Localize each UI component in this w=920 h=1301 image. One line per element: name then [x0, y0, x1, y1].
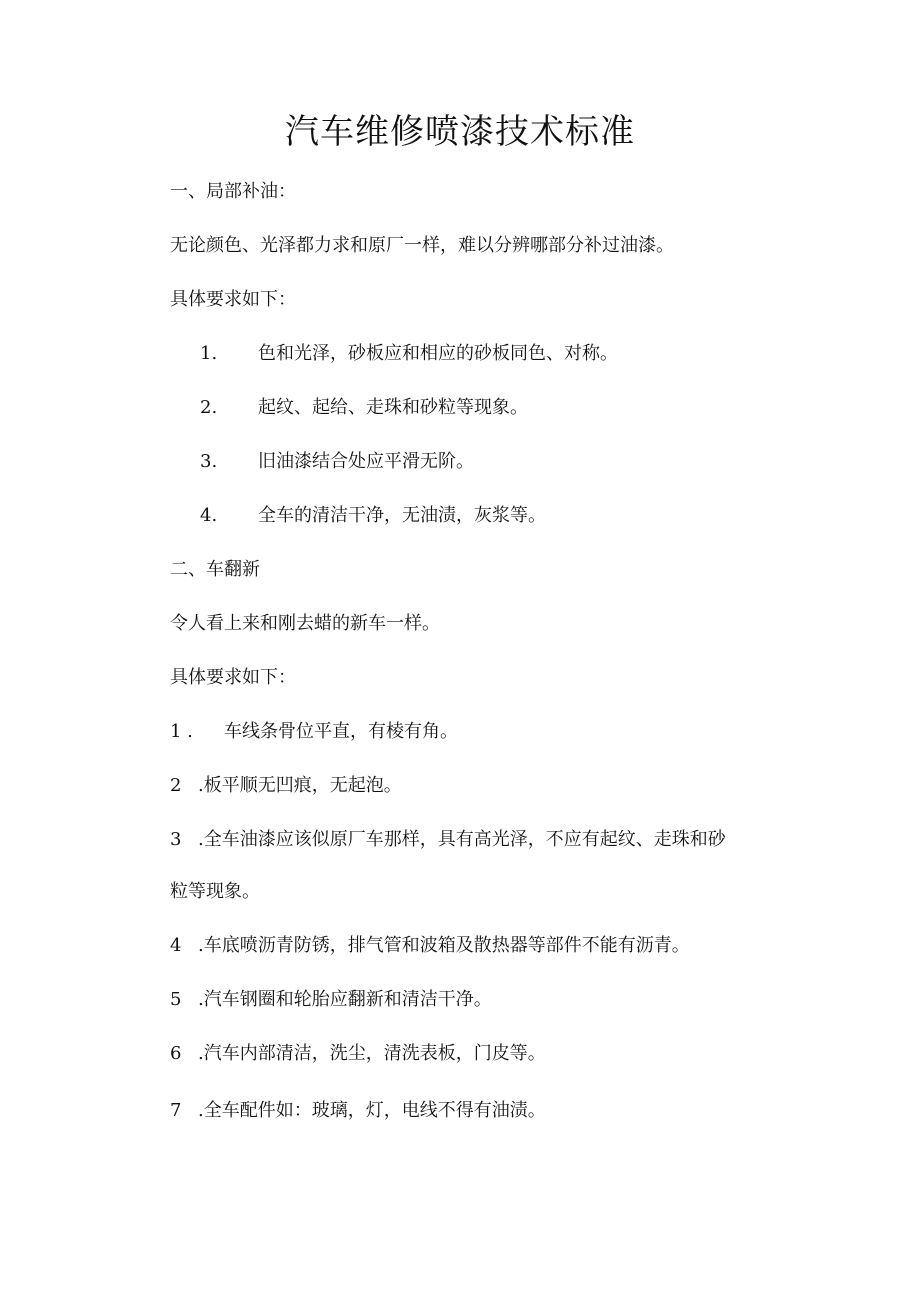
list-item-text: .车底喷沥青防锈，排气管和波箱及散热器等部件不能有沥青。: [198, 935, 690, 956]
list-item-number: 7: [170, 1100, 182, 1121]
list-item-text: .板平顺无凹痕，无起泡。: [198, 775, 402, 796]
list-item: [170, 772, 402, 800]
list-item-text: 起纹、起给、走珠和砂粒等现象。: [258, 397, 528, 418]
list-item-continuation: 粒等现象。: [170, 881, 260, 902]
list-item-text: .全车油漆应该似原厂车那样，具有高光泽，不应有起纹、走珠和砂: [198, 829, 726, 850]
section2-heading: 二、车翻新: [170, 559, 260, 580]
list-item: [170, 448, 474, 476]
list-item-text: 旧油漆结合处应平滑无阶。: [258, 451, 474, 472]
list-item: [170, 826, 726, 854]
list-item-number: 1 .: [170, 721, 193, 742]
list-item: [170, 502, 546, 530]
list-item-text: .汽车内部清洁，洗尘，清洗表板，门皮等。: [198, 1043, 546, 1064]
list-item-number: 1.: [200, 343, 218, 364]
list-item-number: 3: [170, 829, 182, 850]
list-item-number: 4.: [200, 505, 218, 526]
list-item-text: 全车的清洁干净，无油渍，灰浆等。: [258, 505, 546, 526]
section2-intro: 令人看上来和刚去蜡的新车一样。: [170, 613, 440, 634]
list-item: [170, 1097, 546, 1125]
list-item-text: .全车配件如：玻璃，灯，电线不得有油渍。: [198, 1100, 546, 1121]
list-item: [170, 718, 458, 746]
section1-heading: 一、局部补油：: [170, 181, 296, 202]
list-item-number: 6: [170, 1043, 182, 1064]
document-title: 汽车维修喷漆技术标准: [285, 112, 635, 152]
list-item-text: 色和光泽，砂板应和相应的砂板同色、对称。: [258, 343, 618, 364]
list-item: [170, 340, 618, 368]
list-item-number: 3.: [200, 451, 218, 472]
list-item-text: 车线条骨位平直，有棱有角。: [224, 721, 458, 742]
list-item: [170, 932, 690, 960]
list-item-number: 5: [170, 989, 182, 1010]
list-item: [170, 394, 528, 422]
list-item: [170, 986, 492, 1014]
list-item-number: 4: [170, 935, 182, 956]
list-item-number: 2: [170, 775, 182, 796]
list-item-number: 2.: [200, 397, 218, 418]
section1-intro: 无论颜色、光泽都力求和原厂一样，难以分辨哪部分补过油漆。: [170, 235, 674, 256]
list-item-text: .汽车钢圈和轮胎应翻新和清洁干净。: [198, 989, 492, 1010]
section2-requirements-label: 具体要求如下：: [170, 667, 296, 688]
list-item: [170, 1040, 546, 1068]
section1-requirements-label: 具体要求如下：: [170, 289, 296, 310]
